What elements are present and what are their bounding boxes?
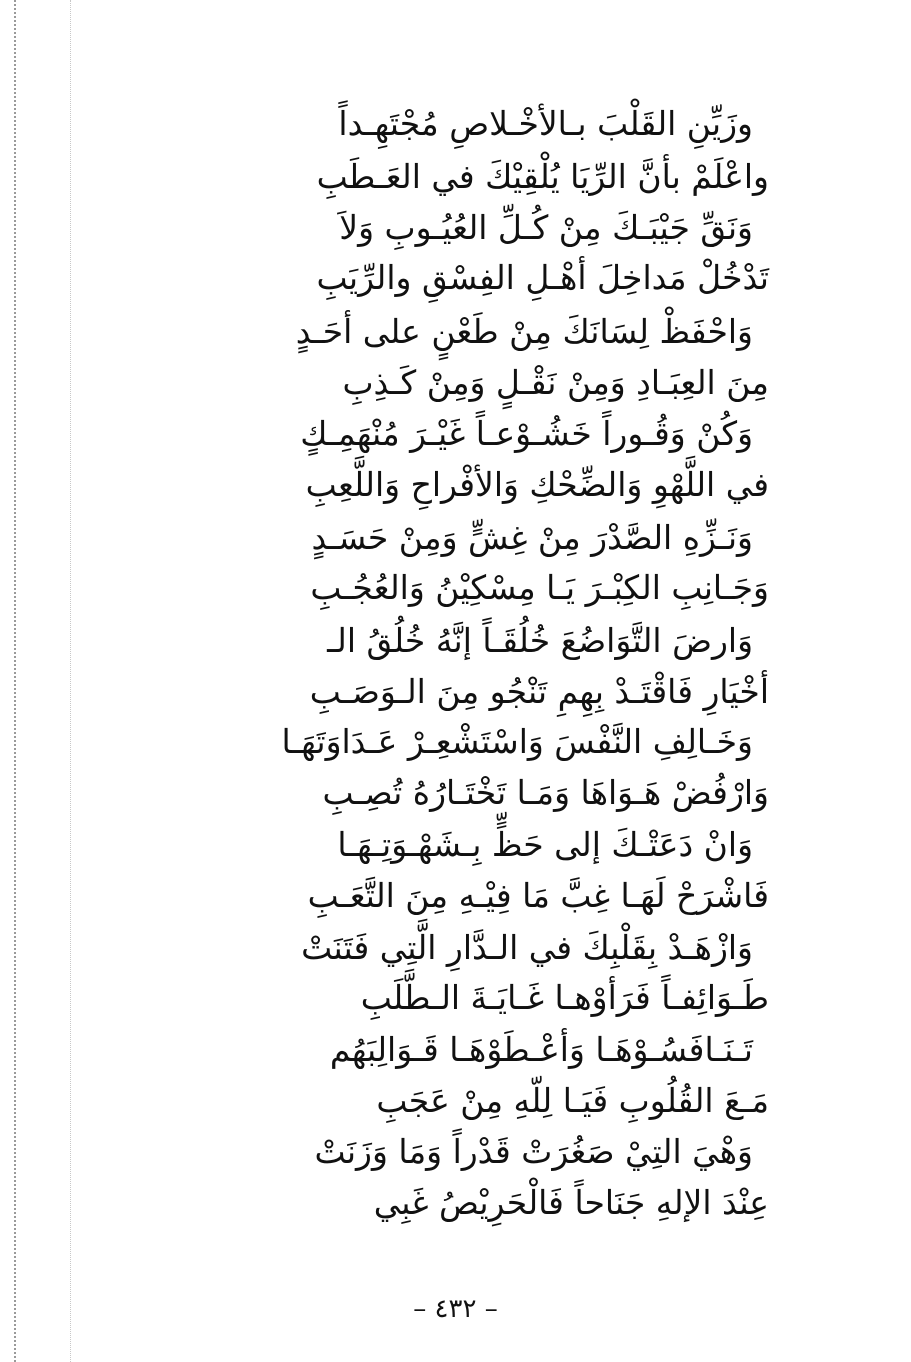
verse-7-first-hemistich: وَخَـالِفِ النَّفْسَ وَاسْتَشْعِـرْ عَـدَاوَتَهَـا xyxy=(281,722,753,761)
verse-8-first-hemistich: وَانْ دَعَتْـكَ إلى حَظٍّ بِـشَهْـوَتِـهَـا xyxy=(337,825,753,864)
verse-4-second-hemistich: في اللَّهْوِ وَالضِّحْكِ وَالأفْراحِ وَاللَّعِبِ xyxy=(305,465,769,504)
page-number: – ٤٣٢ – xyxy=(413,1294,498,1324)
verse-1-first-hemistich: وزَيِّنِ القَلْبَ بـالأخْـلاصِ مُجْتَهِـداً xyxy=(338,104,753,143)
verse-1-second-hemistich: واعْلَمْ بأنَّ الرِّيَا يُلْقِيْكَ في العَـطَبِ xyxy=(316,157,769,196)
verse-6-second-hemistich: أخْيَارِ فَاقْتَـدْ بِهِمِ تَنْجُو مِنَ الـوَصَـبِ xyxy=(309,672,769,711)
verse-8-second-hemistich: فَاشْرَحْ لَهَـا غِبَّ مَا فِيْـهِ مِنَ التَّعَـبِ xyxy=(307,876,769,915)
verse-7-second-hemistich: وَارْفُضْ هَـوَاهَا وَمَـا تَخْتَـارُهُ تُصِـبِ xyxy=(322,773,769,812)
verse-2-second-hemistich: تَدْخُلْ مَداخِلَ أهْـلِ الفِسْقِ والرِّيَبِ xyxy=(316,258,769,297)
verse-9-first-hemistich: وَازْهَـدْ بِقَلْبِكَ في الـدَّارِ الَّتِي فَتَنَتْ xyxy=(301,928,753,967)
verse-11-second-hemistich: عِنْدَ الإلهِ جَنَاحاً فَالْحَرِيْصُ غَبِي xyxy=(373,1183,769,1222)
verse-2-first-hemistich: وَنَقِّ جَيْبَـكَ مِنْ كُـلِّ العُيُـوبِ وَلاَ xyxy=(339,208,753,247)
verse-6-first-hemistich: وَارضَ التَّوَاضُعَ خُلُقَـاً إنَّهُ خُلُقُ الـ xyxy=(327,621,753,660)
verse-10-first-hemistich: تَـنَـافَسُـوْهَـا وَأعْـطَوْهَـا قَـوَالِبَهُم xyxy=(329,1030,753,1069)
verse-9-second-hemistich: طَـوَائِفـاً فَرَأوْهـا غَـايَـةَ الـطَّلَبِ xyxy=(360,978,769,1017)
verse-5-first-hemistich: وَنَـزِّهِ الصَّدْرَ مِنْ غِشٍّ وَمِنْ حَسَـدٍ xyxy=(311,518,753,557)
verse-4-first-hemistich: وَكُنْ وَقُـوراً خَشُـوْعـاً غَيْـرَ مُنْهَمِـكٍ xyxy=(300,414,753,453)
verse-10-second-hemistich: مَـعَ القُلُوبِ فَيَـا لِلّهِ مِنْ عَجَبِ xyxy=(376,1081,769,1120)
verse-3-second-hemistich: مِنَ العِبَـادِ وَمِنْ نَقْـلٍ وَمِنْ كَـذِبِ xyxy=(342,363,769,402)
verse-11-first-hemistich: وَهْيَ التِيْ صَغُرَتْ قَدْراً وَمَا وَزَنَتْ xyxy=(314,1132,753,1171)
verse-5-second-hemistich: وَجَـانِبِ الكِبْـرَ يَـا مِسْكِيْنُ وَالعُجُـبِ xyxy=(310,568,769,607)
verse-3-first-hemistich: وَاحْفَظْ لِسَانَكَ مِنْ طَعْنٍ على أحَـدٍ xyxy=(295,312,753,351)
